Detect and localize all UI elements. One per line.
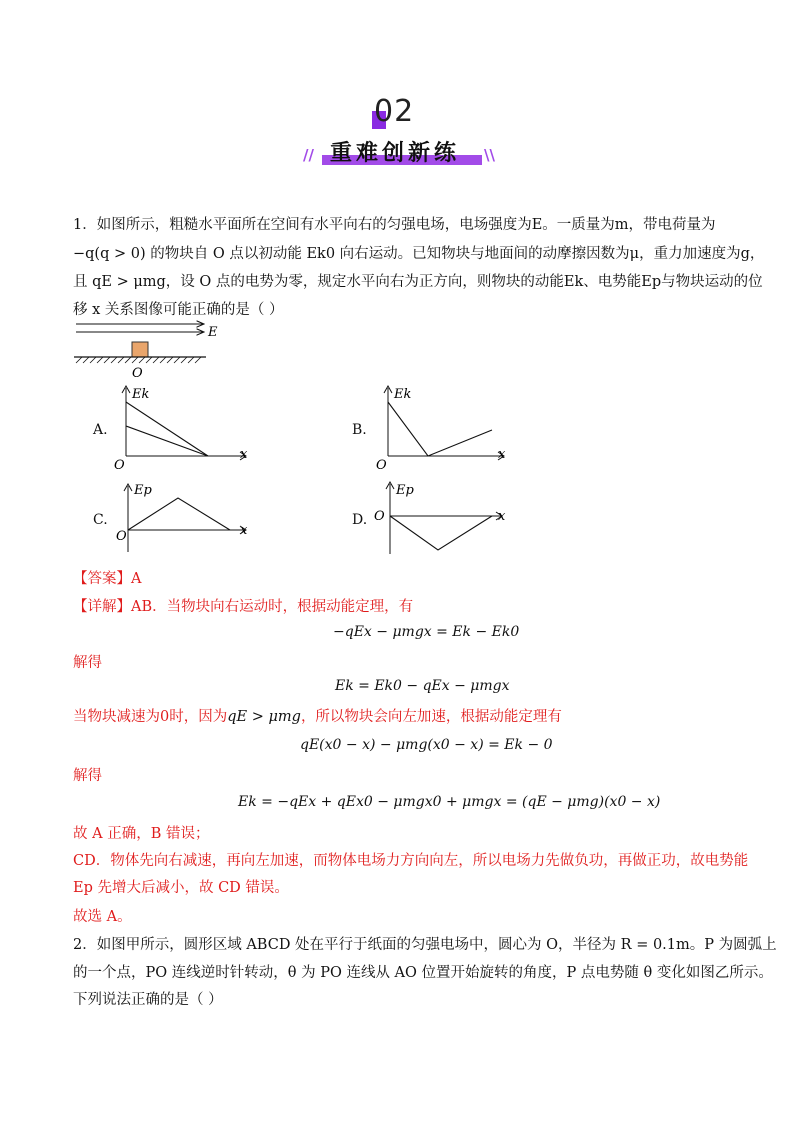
left-slash-decoration: //: [303, 146, 314, 164]
section-title: 重难创新练: [330, 141, 461, 166]
right-slash-decoration: \\: [484, 146, 495, 164]
q1-setup-figure: [70, 318, 220, 384]
conclusion-ab: 故 A 正确，B 错误；: [73, 826, 210, 842]
option-b-origin: O: [376, 458, 387, 472]
solve-label-1: 解得: [73, 655, 102, 671]
q2-line-2: 的一个点，PO 连线逆时针转动，θ 为 PO 连线从 AO 位置开始旋转的角度，P 点电势随 θ 变化如图乙所示。: [73, 965, 773, 981]
option-d-origin: O: [374, 509, 385, 524]
cd-line-1: CD．物体先向右减速，再向左加速，而物体电场力方向向左，所以电场力先做负功，再做正功，故电势能: [73, 853, 749, 869]
option-c-origin: O: [116, 529, 127, 544]
final-choice: 故选 A。: [73, 909, 132, 925]
block: [132, 342, 148, 357]
q2-line-1: 2．如图甲所示，圆形区域 ABCD 处在平行于纸面的匀强电场中，圆心为 O，半径为 R = 0.1m。P 为圆弧上: [73, 937, 777, 953]
option-b-graph: [370, 380, 510, 472]
section-number: 02: [374, 94, 415, 129]
option-d-xlabel: x: [498, 509, 506, 524]
ek-line-steep: [126, 402, 208, 456]
detail-text: AB．当物块向右运动时，根据动能定理，有: [131, 599, 414, 615]
origin-label: O: [132, 366, 143, 381]
option-b-label: B.: [352, 422, 367, 438]
option-a-graph: [112, 380, 252, 472]
option-d-label: D.: [352, 512, 368, 528]
detail-tag: 【详解】: [73, 599, 131, 615]
option-d-ylabel: Ep: [396, 483, 414, 498]
option-a-ylabel: Ek: [132, 387, 150, 402]
option-c-label: C.: [93, 512, 108, 528]
para-2-math: qE > μmg: [227, 709, 301, 725]
option-a-origin: O: [114, 458, 125, 472]
ek-vshape: [388, 402, 492, 456]
equation-1: −qEx − μmgx = Ek − Ek0: [333, 624, 520, 640]
q2-line-3: 下列说法正确的是（ ）: [73, 992, 223, 1008]
equation-4: Ek = −qEx + qEx0 − μmgx0 + μmgx = (qE − μmg)(x0 − x): [238, 794, 661, 810]
equation-2: Ek = Ek0 − qEx − μmgx: [335, 678, 510, 694]
ek-line-shallow: [126, 426, 208, 456]
answer-label: 【答案】A: [73, 571, 142, 587]
para-2: [73, 707, 562, 727]
option-c-xlabel: x: [240, 523, 248, 538]
equation-3: qE(x0 − x) − μmg(x0 − x) = Ek − 0: [300, 737, 553, 753]
para-2-b: ，所以物块会向左加速，根据动能定理有: [300, 709, 562, 725]
option-c-ylabel: Ep: [134, 483, 152, 498]
q1-line-2: −q(q > 0) 的物块自 O 点以初动能 Ek0 向右运动。已知物块与地面间的动摩擦因数为μ，重力加速度为g，: [73, 246, 765, 262]
ep-trough: [390, 516, 492, 550]
ground-hatch: [76, 357, 201, 363]
solve-label-2: 解得: [73, 768, 102, 784]
option-a-xlabel: x: [240, 447, 248, 462]
option-c-graph: [112, 478, 252, 562]
field-label: E: [208, 325, 218, 340]
cd-line-2: Ep 先增大后减小，故 CD 错误。: [73, 880, 289, 896]
option-b-ylabel: Ek: [394, 387, 412, 402]
option-a-label: A.: [93, 422, 108, 438]
q1-line-3: 且 qE > μmg，设 O 点的电势为零，规定水平向右为正方向，则物块的动能Ek、电势能Ep与物块运动的位: [73, 274, 763, 290]
q1-line-4: 移 x 关系图像可能正确的是（ ）: [73, 302, 284, 318]
detail-line: [73, 597, 413, 617]
para-2-a: 当物块减速为0时，因为: [73, 709, 228, 725]
q1-line-1: 1．如图所示，粗糙水平面所在空间有水平向右的匀强电场，电场强度为E。一质量为m，带电荷量为: [73, 217, 716, 233]
option-b-xlabel: x: [498, 447, 506, 462]
ep-peak: [128, 498, 230, 530]
option-d-graph: [370, 478, 510, 562]
